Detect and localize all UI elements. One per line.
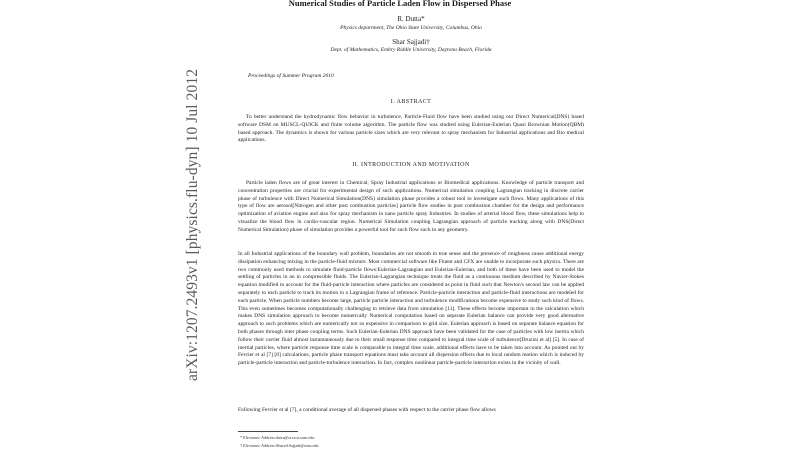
- footnote-rule: [238, 431, 298, 432]
- proceedings-note: Proceedings of Summer Program 2010: [248, 73, 334, 79]
- intro-paragraph-3: Following Fevrier et al [7], a conditional average of all dispersed phases with respect to the carrier phase flow allows: [238, 407, 496, 413]
- author-sajjadi: Shar Sajjadi†: [392, 38, 430, 46]
- footnote-sajjadi-email: † Electronic Address:Shared.Sajjadi@erau.edu: [240, 443, 319, 448]
- abstract-text: To better understand the hydrodynamic flow behavior in turbulence, Particle-Fluid flow have been studied using our Direct Numerical(DNS) based software DSM on MUSCL-QUICK and finite volume algorithm. The particle flow was studied using Eulerian-Eulerian Quasi Brownian Motion(QBM) based approach. The dynamics is shown for various particle sizes which are very relevant to spray mechanism for Industrial applications and Bio medical applications.: [238, 114, 584, 144]
- author-dutta: R. Dutta*: [397, 15, 425, 23]
- intro-paragraph-2: In all Industrial applications of the boundary wall problem, boundaries are not smooth in true sense and the presence of roughness cause additional energy dissipation enhancing mixing in the particle-fluid mixture. Most commercial software like Fluent and CFX are unable to incorporate such physics. There are two commonly used methods to simulate fluid-particle flows:Eulerian-Lagrangian and Eulerian-Eulerian, and both of these have been used to model the settling of particles in an in compressible fluids. The Eulerian-Lagrangian technique treats the fluid as a continuous medium described by Navier-Stokes equation modified to account for the fluid-particle interaction where particles are considered as point in fluid such that Newton's second law can be applied separately to each particle to track its motion in a Lagrangian frame of reference. Particle-particle interaction and particle-fluid interactions are modeled for each particle. When particle numbers become large, particle particle interaction and turbulence modifications become expensive to study such kind of flows. This even sometimes becomes computationally challenging to retrieve data from simulation [11]. These effects become important in the calculation which makes DNS simulation approach to become numerically Numerical computation based on separate Eulerian balance can provide very good alternative approach to such problems which are numerically not so expensive in comparison to grid size. Eulerian approach is based on separate balance equation for both phases through inter phase coupling terms. Such Eulerian-Eulerian DNS approach have been validated for the case of particles with low inertia which follow their carrier fluid almost instantaneously due to their small response time compared to integral time scale of turbulence[Druzini et al] [5]. In case of inertial particles, where particle response time scale is comparable to integral time scale, additional effects have to be taken into account. As pointed out by Fevrier et al [7] [8] calculations, particle phase transport equations must take account all dispersion effects due to local random motion which is induced by particle-particle interaction and particle-turbulence interaction. In fact, complex nonlinear particle-particle interaction exists in the vicinity of wall.: [238, 251, 584, 367]
- paper-title: Numerical Studies of Particle Laden Flow in Dispersed Phase: [288, 0, 512, 8]
- arxiv-identifier: arXiv:1207.2493v1 [physics.flu-dyn] 10 Jul 2012: [184, 68, 201, 382]
- footnote-dutta-email: * Electronic Address:dutta@orca.st.usm.edu: [240, 435, 315, 440]
- affiliation-embry-riddle: Dept. of Mathematics, Embry Riddle University, Daytona Beach, Florida: [330, 47, 492, 53]
- intro-paragraph-1: Particle laden flows are of great interest in Chemical, Spray Industrial applications or Biomedical applications. Knowledge of particle transport and concentration properties are crucial for experimental design of such applications. Numerical simulation coupling Lagrangian tracking in discrete carrier phase of turbulence with Direct Numerical Simulation(DNS) simulation phase provides a robust tool to investigate such flows. Many applications of this type of flow are aerosol[Nitrogen and other post combustion particles] particle flow studies in post combustion chamber for the design and performance optimization of aviation engine and also for spray mechanism in nano particle spray Industries. In studies of arterial blood flow, these simulations help to visualize the blood flow in cardio-vascular region. Numerical Simulation coupling Lagrangian approach of particle tracking along with DNS(Direct Numerical Simulation) phase of simulation provides a powerful tool for such flow such in any geometry.: [238, 180, 584, 233]
- introduction-heading: II. INTRODUCTION AND MOTIVATION: [352, 162, 470, 168]
- abstract-heading: I. ABSTRACT: [390, 99, 432, 105]
- affiliation-ohio-state: Physics department, The Ohio State University, Columbus, Ohio: [340, 25, 482, 31]
